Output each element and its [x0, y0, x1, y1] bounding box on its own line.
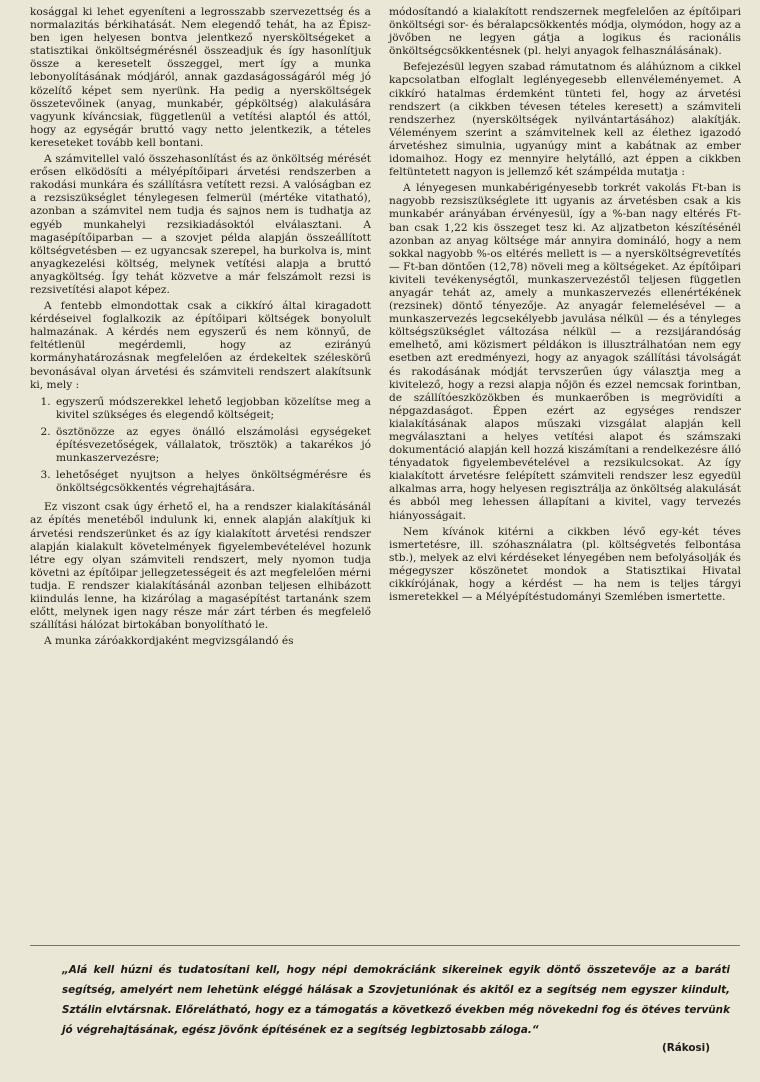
paragraph: Befejezésül legyen szabad rámutatnom és aláhúznom a cikkel kapcsolatban elfoglalt leglényegesebb ellenvéleményemet. A cikkíró hatalmas érdemként tünteti fel, hogy az árvetési rendszert (a cikkben tévesen tételes keresett) a számviteli rendszerhez (nyersköltségek nyilvántartásához) alakítják. Véleményem szerint a számvitelnek kell az élethez igazodó árvetéshez simulnia, ugyanúgy mint a kabátnak az ember idomaihoz. Hogy ez mennyire helytálló, azt éppen a cikkben feltüntetett nagyon is jellemző két számpélda mutatja :: [389, 61, 741, 179]
list-item: 3. lehetőséget nyujtson a helyes önköltségmérésre és önköltségcsökkentés végrehajtására.: [54, 469, 371, 495]
paragraph: A munka záróakkordjaként megvizsgálandó és: [44, 635, 294, 648]
paragraph: Nem kívánok kitérni a cikkben lévő egy-két téves ismertetésre, ill. szóhasználatra (pl. költségvetés felbontása stb.), melyek az elvi kérdéseket lényegében nem befolyásolják és mégegyszer köszönetet mondok a Statisztikai Hivatal cikkírójának, hogy a kérdést — ha nem is teljes tárgyi ismeretekkel — a Mélyépítéstudományi Szemlében ismertette.: [389, 525, 741, 604]
quote-text: „Alá kell húzni és tudatosítani kell, hogy népi demokráciánk sikereinek egyik döntő összetevője az a baráti segítség, amelyért nem lehetünk eléggé hálásak a Szovjetuniónak és akitől ez a segítség nem egyszer kiindult, Sztálin elvtársnak. Előrelátható, hogy ez a támogatás a következő években még növekedni fog és ötéves tervünk jó végrehajtásának, egész jövőnk építésének ez a segítség legbiztosabb záloga.“: [62, 964, 730, 1036]
paragraph: módosítandó a kialakított rendszernek megfelelően az építőipari önköltségi sor- és béralapcsökkentés módja, olymódon, hogy az a jövőben ne legyen gátja a logikus és racionális önköltségcsökkentésnek (pl. helyi anyagok felhasználásának).: [389, 6, 741, 58]
paragraph: Ez viszont csak úgy érhető el, ha a rendszer kialakításánál az építés menetéből indulunk ki, ennek alapján alakítjuk ki árvetési rendszerünket és az így kialakított árvetési rendszer alapján kialakult követelmények figyelembevételével hozunk létre egy olyan számviteli rendszert, mely nyomon tudja követni az építőipar jellegzetességeit és azt megfelelően mérni tudja. E rendszer kialakításánál azonban teljesen elhibázott kiindulás lenne, ha kizárólag a magasépítést tartanánk szem előtt, melynek igen nagy része már zárt térben és megfelelő szállítási hálózat birtokában bonyolítható le.: [30, 501, 371, 632]
paragraph: A fentebb elmondottak csak a cikkíró által kiragadott kérdéseivel foglalkozik az építőipari költségek bonyolult halmazának. A kérdés nem egyszerű és nem könnyű, de feltétlenül megérdemli, hogy az ezirányú kormányhatározásnak megfelelően az érdekeltek széleskörű bevonásával olyan árvetési és számviteli rendszert alakítsunk ki, mely :: [30, 300, 371, 391]
right-column: [389, 6, 741, 607]
list-item: 2. ösztönözze az egyes önálló elszámolási egységeket építésvezetőségek, vállalatok, trösztök) a takarékos jó munkaszervezésre;: [54, 426, 371, 465]
requirements-list: [30, 396, 371, 496]
left-column: [30, 6, 371, 651]
quote-author: (Rákosi): [661, 1042, 710, 1054]
paragraph: A lényegesen munkabérigényesebb torkrét vakolás Ft-ban is nagyobb rezsiszükséglete itt ugyanis az árvetésben csak a kis munkabér arányában érvényesül, így a %-ban nagy eltérés Ft-ban csak 1,22 kis összeget tesz ki. Az aljzatbeton készítésénél azonban az anyag költsége már annyira domináló, hogy a nem sokkal nagyobb %-os eltérés mellett is — a nyersköltségrevetítés — Ft-ban döntően (12,78) növeli meg a költségeket. Az építőipari kiviteli tevékenységtől, munkaszervezéstől teljesen független anyagár tehát az, amely a munkaszervezés ellenértékének (rezsinek) döntő tényezője. Az anyagár felemelésével — a munkaszervezés legcsekélyebb javulása nélkül — és a tényleges költségszükséglet változása nélkül — a rezsijárandóság emelhető, ami közismert példákon is illusztrálhatóan nem egy esetben azt eredményezi, hogy az anyagok szállítási távolságát és rakodásának módját tervszerűen úgy választja meg a kivitelező, hogy a rezsi alapja nőjön és ezzel nemcsak forintban, de szállítóeszközökben és munkaerőben is megrövidíti a népgazdaságot. Éppen ezért az egységes rendszer kialakításának alapos műszaki vizsgálat alapján kell megválasztani a helyes vetítési alapot és számszaki dokumentáció alapján kell hozzá kiszámítani a rendelkezésre álló tényadatok figyelembevételével a rezsikulcsokat. Az így kialakított árvetésre felépített számviteli rendszer lesz egyedül alkalmas arra, hogy helyesen regisztrálja az önköltség alakulását és abból meg lehessen állapítani a kivitel, vagy tervezés hiányosságait.: [389, 182, 741, 522]
paragraph: A számvitellel való összehasonlítást és az önköltség mérését erősen elködösíti a mélyépítőipari árvetési rendszerben a rakodási munkára és szállításra vetített rezsi. A valóságban ez a rezsiszükséglet ténylegesen felmerül (mértéke vitatható), azonban a számvitel nem tudja és sajnos nem is tudhatja az egyéb munkahelyi rezsikiadásoktól elválasztani. A magasépítőiparban — a szovjet példa alapján összeállított költségvetésben — ez ugyancsak szerepel, ha burkolva is, mint anyagkezelési költség, melynek vetítési alapja a bruttó anyagköltség. Így tehát közvetve a már felszámolt rezsi is rezsivetítési alapot képez.: [30, 153, 371, 296]
paragraph: kosággal ki lehet egyeníteni a legrosszabb szervezettség és a normalazitás bérkihatását. Nem elegendő tehát, ha az Épisz-ben igen helyesen bontva jelentkező nyersköltségeket a statisztikai önköltségmérésnél összeadjuk és így hasonlítjuk össze a keresetelt összeggel, mert így a munka lebonyolításának módjáról, annak gazdaságosságáról még jó közelítő képet sem nyerünk. Ha pedig a nyersköltségek összetevőinek (anyag, munkabér, gépköltség) alakulására vagyunk kíváncsiak, függetlenül a vetítési alaptól és attól, hogy az egységár bruttó vagy netto jelentkezik, a tételes kereseteket tovább kell bontani.: [30, 6, 371, 149]
list-item: 1. egyszerű módszerekkel lehető legjobban közelítse meg a kivitel szükséges és elegendő költségeit;: [54, 396, 371, 422]
quote-box: [30, 945, 740, 1064]
